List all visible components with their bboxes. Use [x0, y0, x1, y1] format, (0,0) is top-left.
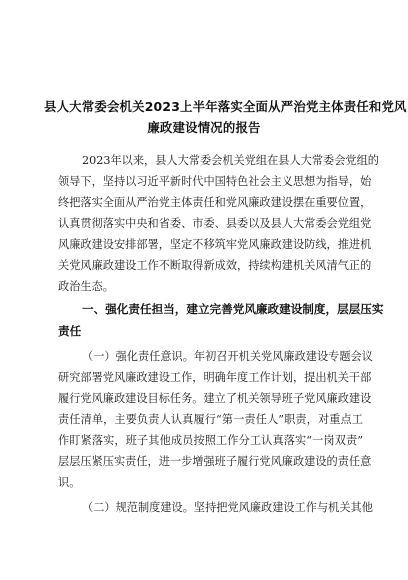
intro-line-5: 风廉政建设安排部署，坚定不移筑牢党风廉政建设防线，推进机 [58, 238, 372, 251]
intro-line-3: 终把落实全面从严治党主体责任和党风廉政建设摆在重要位置， [58, 196, 372, 209]
section1-para1-line-7: 识。 [58, 476, 81, 489]
section1-para2-line-1: （二）规范制度建设。坚持把党风廉政建设工作与机关其他 [82, 501, 373, 514]
section1-para1-line-1: （一）强化责任意识。年初召开机关党风廉政建设专题会议 [82, 350, 373, 363]
intro-line-4: 认真贯彻落实中央和省委、市委、县委以及县人大常委会党组党 [58, 217, 372, 230]
intro-line-6: 关党风廉政建设工作不断取得新成效，持续构建机关风清气正的 [58, 259, 372, 272]
intro-line-2: 领导下，坚持以习近平新时代中国特色社会主义思想为指导，始 [58, 175, 372, 188]
section1-para1-line-3: 履行党风廉政建设目标任务。建立了机关领导班子党风廉政建设 [58, 392, 372, 405]
document-title-line-1: 县人大常委会机关2023上半年落实全面从严治党主体责任和党风 [44, 99, 407, 114]
section1-heading-line-1: 一、强化责任担当，建立完善党风廉政建设制度，层层压实 [82, 302, 384, 316]
intro-line-1: 2023年以来，县人大常委会机关党组在县人大常委会党组的 [82, 154, 379, 167]
section1-para1-line-2: 研究部署党风廉政建设工作，明确年度工作计划，提出机关干部 [58, 371, 372, 384]
section1-para1-line-4: 责任清单，主要负责人认真履行“第一责任人”职责，对重点工 [58, 413, 363, 426]
intro-line-7: 政治生态。 [58, 280, 114, 293]
section1-para1-line-6: 层层压紧压实责任，进一步增强班子履行党风廉政建设的责任意 [58, 455, 372, 468]
document-title-line-2: 廉政建设情况的报告 [147, 120, 261, 135]
section1-para1-line-5: 作盯紧落实，班子其他成员按照工作分工认真落实“一岗双责” [58, 434, 363, 447]
section1-heading-line-2: 责任 [58, 324, 82, 338]
